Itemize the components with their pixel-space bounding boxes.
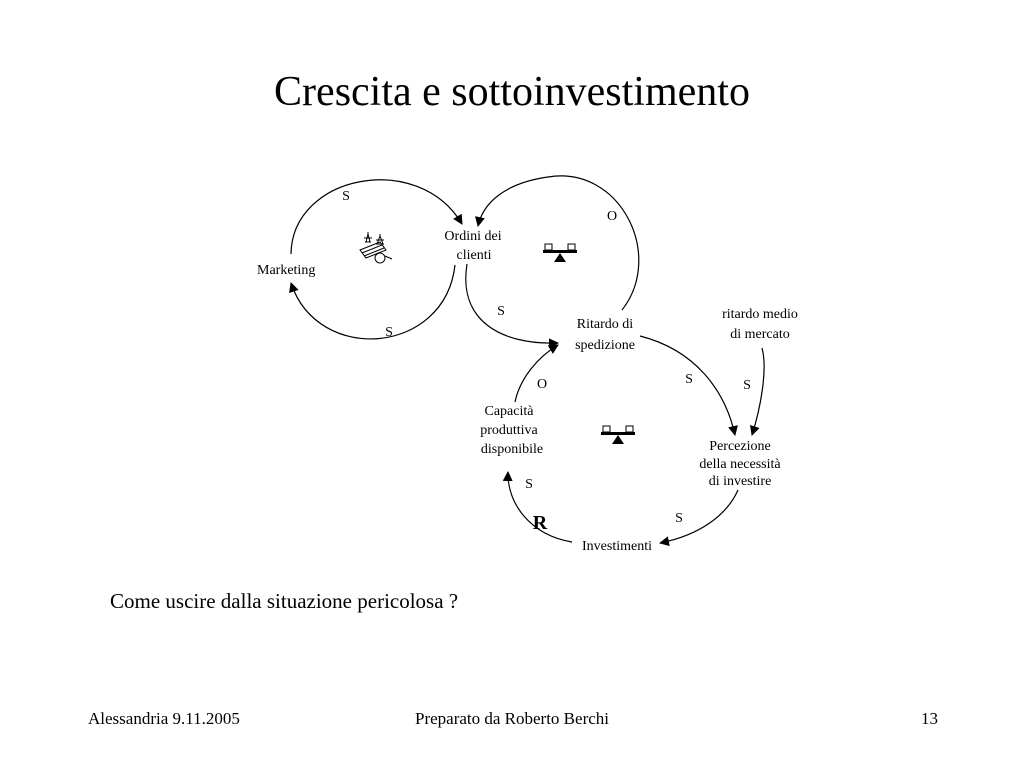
arrow-ordini-to-marketing [291, 265, 455, 339]
node-ritardo-medio-line1: ritardo medio [722, 307, 798, 322]
arrow-capacita-to-ritardo [515, 345, 558, 402]
polarity-investimenti-to-capacita: S [525, 477, 533, 492]
page-number: 13 [921, 709, 938, 728]
polarity-marketing-to-ordini: S [342, 189, 350, 204]
polarity-capacita-to-ritardo: O [536, 377, 548, 392]
polarity-ritardo-to-ordini: O [606, 209, 618, 224]
seesaw-icon-lower [601, 426, 635, 444]
footer-author: Preparato da Roberto Berchi [414, 709, 609, 728]
footer-date-location: Alessandria 9.11.2005 [88, 709, 240, 728]
polarity-ordini-to-marketing: S [385, 325, 393, 340]
node-capacita-line3: disponibile [480, 442, 544, 457]
arrow-percezione-to-investimenti [660, 490, 738, 543]
node-percezione-line3: di investire [708, 474, 772, 489]
node-marketing: Marketing [257, 263, 316, 278]
polarity-percezione-to-investimenti: S [675, 511, 683, 526]
polarity-ordini-to-ritardo: S [497, 304, 505, 319]
arrow-ritardo-medio-to-percezione [752, 348, 764, 435]
slide-question: Come uscire dalla situazione pericolosa ? [110, 589, 459, 613]
arrow-ordini-to-ritardo [466, 264, 558, 343]
slide-title: Crescita e sottoinvestimento [274, 69, 750, 115]
polarity-ritardo-medio-to-percezione: S [743, 378, 751, 393]
arrow-ritardo-to-ordini [478, 176, 639, 310]
node-ritardo-line2: spedizione [575, 338, 635, 353]
seesaw-icon-upper [543, 244, 577, 262]
node-capacita-line1: Capacità [484, 404, 534, 419]
node-ordini-line1: Ordini dei [444, 229, 502, 244]
node-investimenti: Investimenti [582, 539, 652, 554]
node-ritardo-medio-line2: di mercato [730, 327, 790, 342]
node-percezione-line2: della necessità [699, 457, 781, 472]
snowball-icon [360, 232, 392, 263]
reinforcing-loop-label: R [532, 512, 548, 534]
node-ordini-line2: clienti [456, 248, 492, 263]
node-percezione-line1: Percezione [709, 439, 771, 454]
node-ritardo-line1: Ritardo di [576, 317, 634, 332]
node-capacita-line2: produttiva [480, 423, 538, 438]
polarity-ritardo-to-percezione: S [685, 372, 693, 387]
